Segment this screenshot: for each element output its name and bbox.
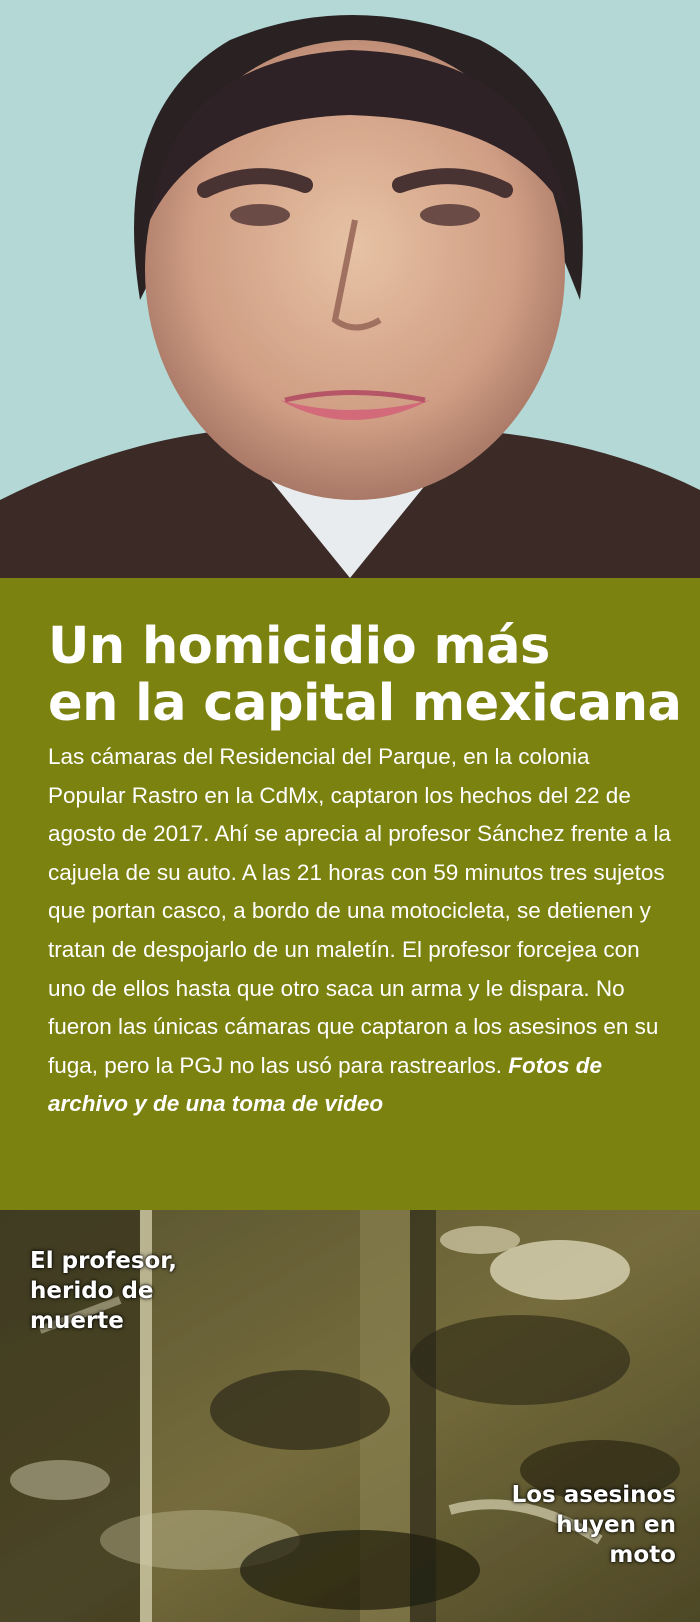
body-text: Las cámaras del Residencial del Parque, en la colonia Popular Rastro en la CdMx, captaron los hechos del 22 de agosto de 2017. Ahí se aprecia al profesor Sánchez frente a la cajuela de su auto. A las 21 horas con 59 minutos tres sujetos que portan casco, a bordo de una motocicleta, se detienen y tratan de despojarlo de un maletín. El profesor forcejea con uno de ellos hasta que otro saca un arma y le dispara. No fueron las únicas cámaras que captaron a los asesinos en su fuga, pero la PGJ no las usó para rastrearlos. [48,744,671,1078]
headline-line-2: en la capital mexicana [48,674,682,733]
caption-assassins: Los asesinos huyen en moto [511,1482,676,1568]
caption-professor: El profesor, herido de muerte [30,1248,178,1334]
article-headline [48,617,682,733]
portrait-photo [0,0,700,578]
photo-credit: Fotos de archivo y de una toma de video [48,1052,603,1117]
headline-line-1: Un homicidio más [48,617,550,676]
article-panel [0,578,700,1210]
article-body [48,738,673,1124]
video-still [0,1210,700,1622]
portrait-illustration [0,0,700,578]
